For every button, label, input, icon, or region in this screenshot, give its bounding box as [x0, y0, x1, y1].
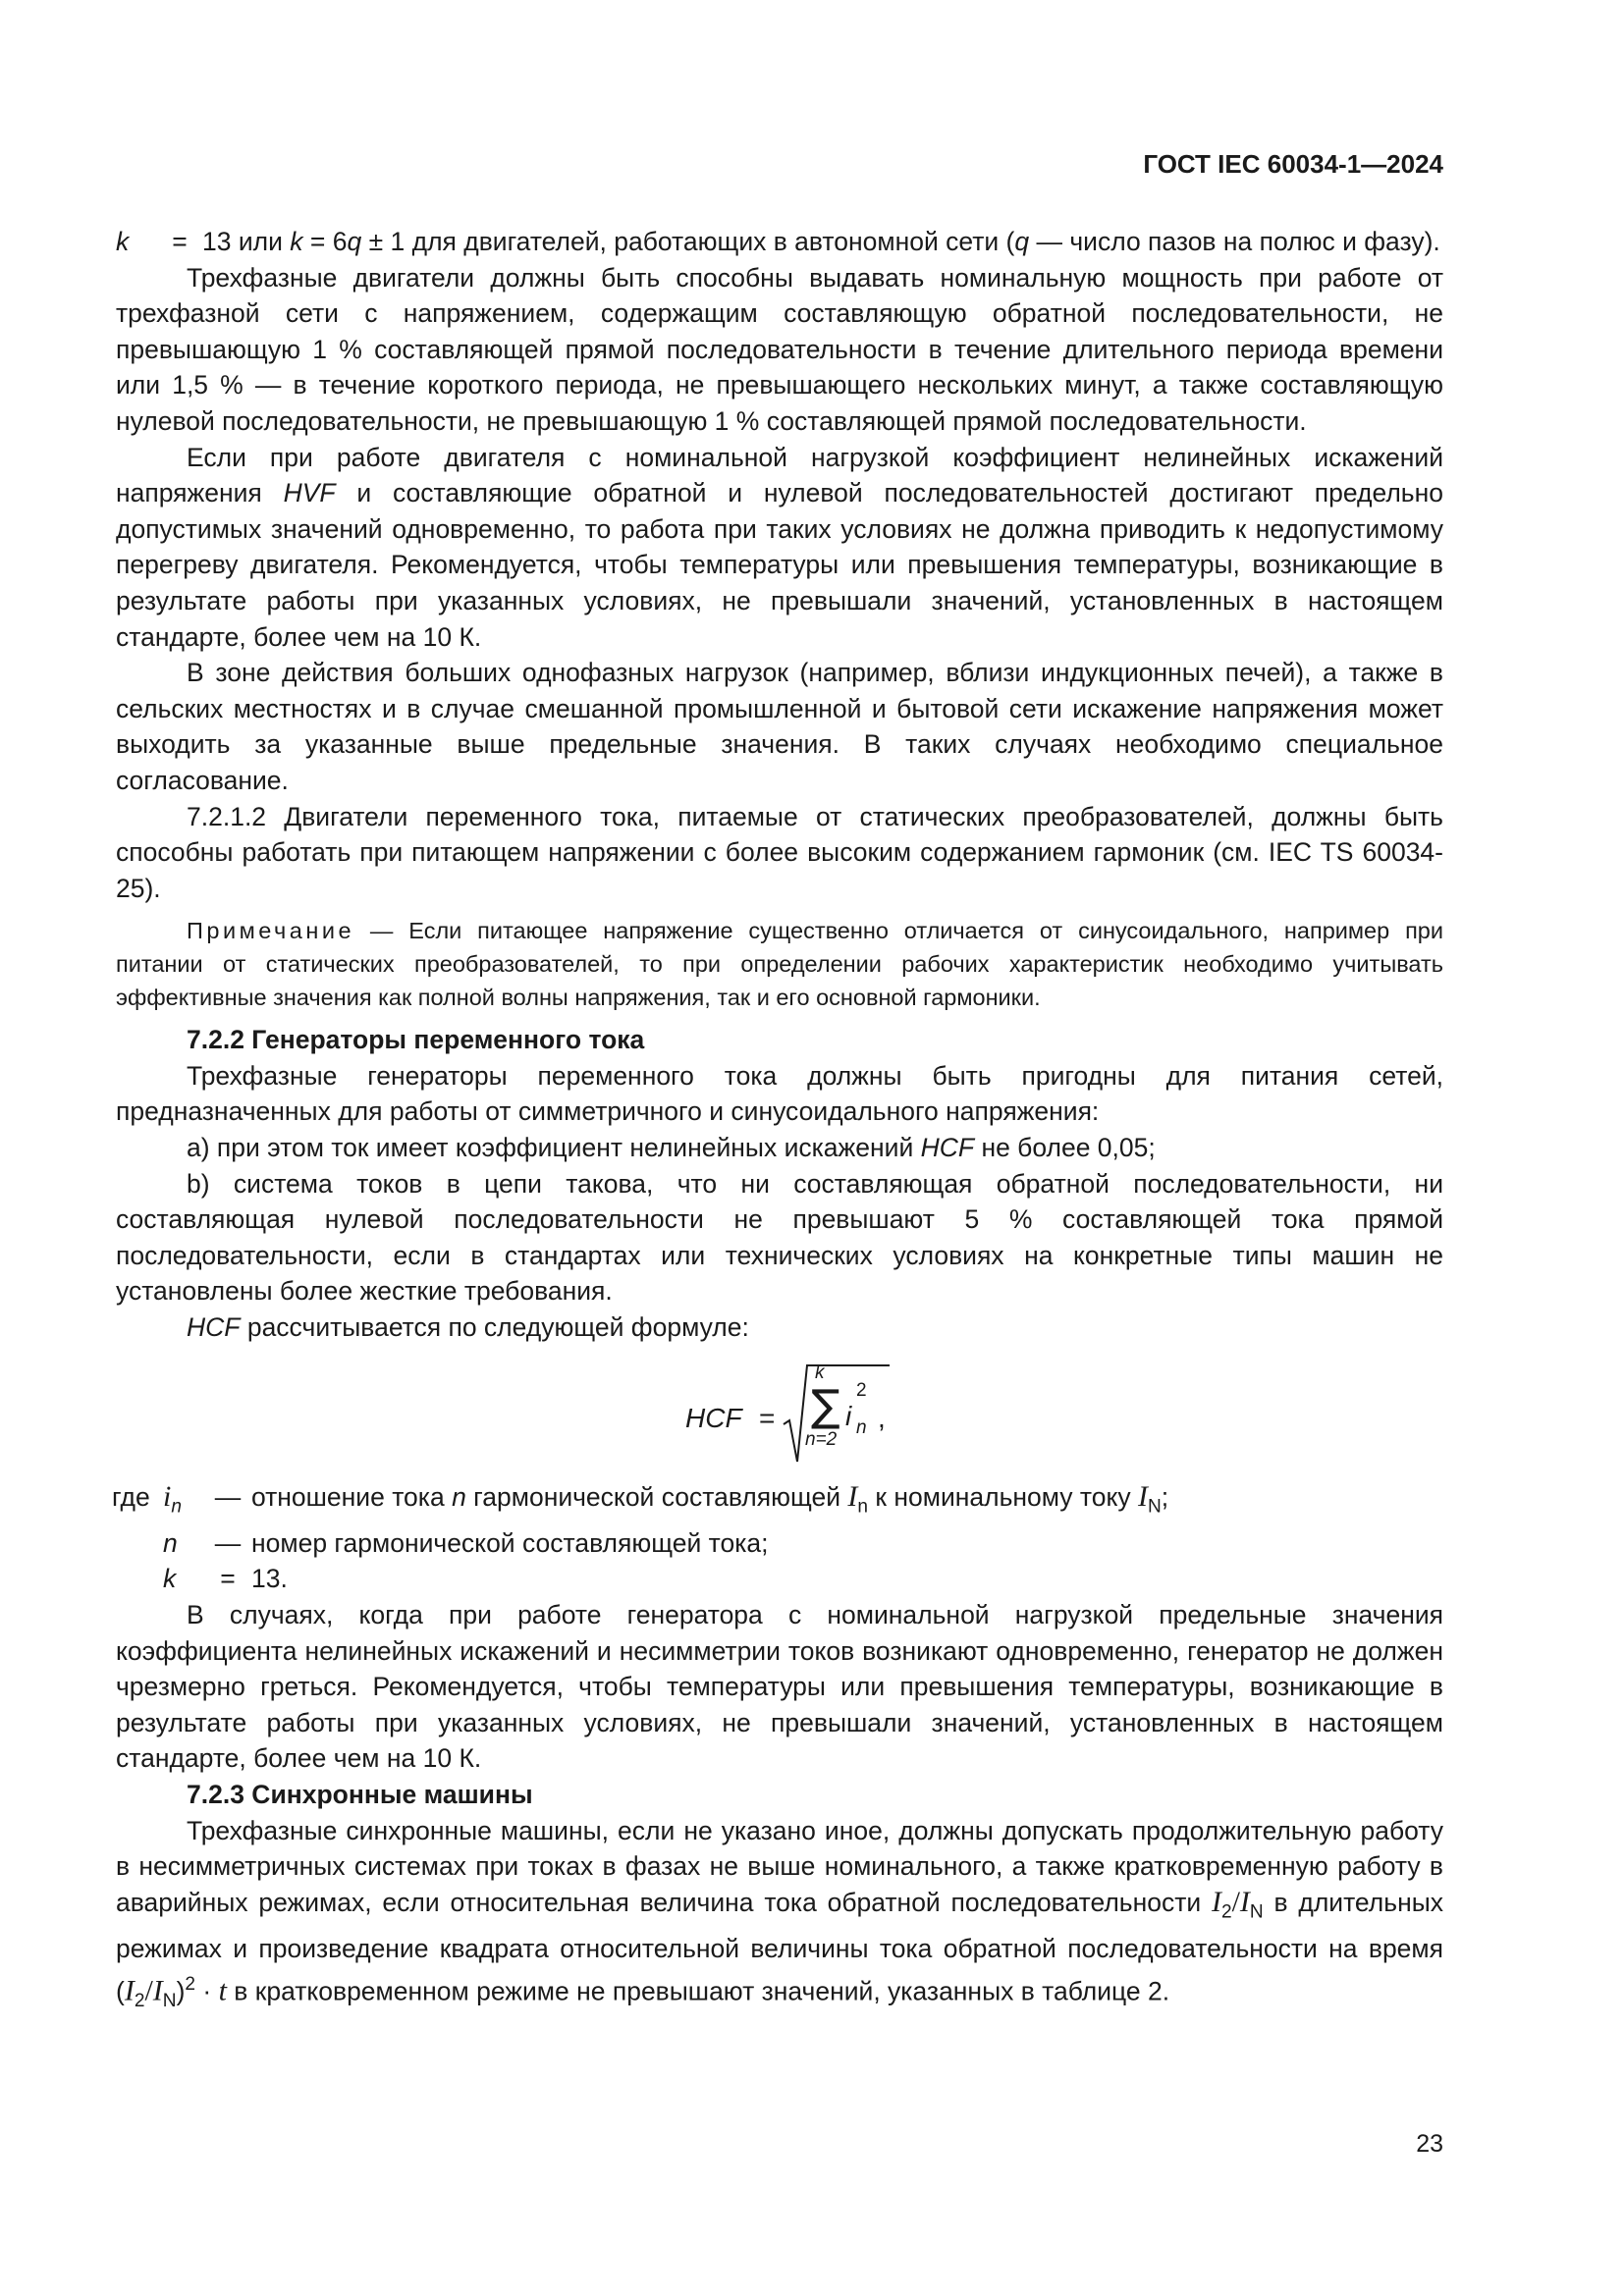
def-symbol: k — [116, 227, 130, 256]
def-eq: = — [172, 227, 188, 256]
note-label: Примечание — [187, 918, 355, 944]
hcf-formula — [116, 1356, 1443, 1473]
note: Примечание — Если питающее напряжение существенно отличается от синусоидального, например при питании от статических преобразователей, то при определении рабочих характеристик необходимо учитывать эффективные значения как полной волны напряжения, так и его основной гармоники. — [116, 918, 1443, 1011]
formula-exponent: 2 — [856, 1379, 867, 1401]
definition-k-top — [116, 224, 1443, 260]
list-item-a: a) при этом ток имеет коэффициент нелинейных искажений HCF не более 0,05; — [187, 1133, 1156, 1163]
formula-eq: = — [759, 1402, 776, 1433]
paragraph-generators-intro: Трехфазные генераторы переменного тока должны быть пригодны для питания сетей, предназначенных для работы от симметричного и синусоидального напряжения: — [116, 1060, 1443, 1127]
formula-lower-limit: n=2 — [805, 1428, 838, 1450]
formula-upper-limit: k — [815, 1362, 825, 1383]
paragraph-7-2-1-2: 7.2.1.2 Двигатели переменного тока, питаемые от статических преобразователей, должны быть способны работать при питающем напряжении с более высоким содержанием гармоник (см. IEC TS 60034-25). — [116, 801, 1443, 903]
page-number: 23 — [1416, 2130, 1443, 2158]
where-block — [112, 1479, 1443, 1597]
heading-7-2-3: 7.2.3 Синхронные машины — [187, 1780, 533, 1810]
formula-sum-symbol: ∑ — [811, 1380, 840, 1431]
paragraph-generator-heating: В случаях, когда при работе генератора с номинальной нагрузкой предельные значения коэффициента нелинейных искажений и несимметрии токов возникают одновременно, генератор не должен чрезмерно греться. Рекомендуется, чтобы температуры или превышения температуры, возникающие в результате работы при указанных условиях, не превышали значений, установленных в настоящем стандарте, более чем на 10 К. — [116, 1600, 1443, 1774]
sqrt-sign — [685, 1356, 901, 1473]
paragraph-three-phase-motors: Трехфазные двигатели должны быть способны выдавать номинальную мощность при работе от трехфазной сети с напряжением, содержащим составляющую обратной последовательности, не превышающую 1 % составляющей прямой последовательности в течение длительного периода времени или 1,5 % — в течение короткого периода, не превышающего нескольких минут, а также составляющую нулевой последовательности, не превышающую 1 % составляющей прямой последовательности. — [116, 262, 1443, 436]
formula-var: i — [845, 1400, 852, 1431]
document-header: ГОСТ IEC 60034-1—2024 — [1143, 149, 1443, 179]
paragraph-hvf: Если при работе двигателя с номинальной нагрузкой коэффициент нелинейных искажений напряжения HVF и составляющие обратной и нулевой последовательностей достигают предельно допустимых значений одновременно, то работа при таких условиях не должна приводить к недопустимому перегреву двигателя. Рекомендуется, чтобы температуры или превышения температуры, возникающие в результате работы при указанных условиях, не превышали значений, установленных в настоящем стандарте, более чем на 10 К. — [116, 442, 1443, 652]
page-body — [112, 0, 1443, 2019]
where-row-in: где $i_n$ — отношение тока n гармонической составляющей $I_n$ к номинальному току $I_N$; — [112, 1479, 1169, 1518]
heading-7-2-2: 7.2.2 Генераторы переменного тока — [187, 1025, 645, 1055]
formula-comma: , — [878, 1402, 886, 1433]
where-row-n: n — номер гармонической составляющей тока; — [163, 1527, 769, 1558]
paragraph-formula-intro: HCF рассчитывается по следующей формуле: — [187, 1312, 749, 1343]
paragraph-single-phase-loads: В зоне действия больших однофазных нагрузок (например, вблизи индукционных печей), а также в сельских местностях и в случае смешанной промышленной и бытовой сети искажение напряжения может выходить за указанные выше предельные значения. В таких случаях необходимо специальное согласование. — [116, 658, 1443, 795]
def-text: 13 или k = 6q ± 1 для двигателей, работающих в автономной сети (q — число пазов на полюс и фазу). — [202, 227, 1440, 256]
list-item-b: b) система токов в цепи такова, что ни составляющая обратной последовательности, ни составляющая нулевой последовательности не превышают 5 % составляющей тока прямой последовательности, если в стандартах или технических условиях на конкретные типы машин не установлены более жесткие требования. — [116, 1168, 1443, 1307]
paragraph-synchronous-machines: Трехфазные синхронные машины, если не указано иное, должны допускать продолжительную работу в несимметричных системах при токах в фазах не выше номинального, а также кратковременную работу в аварийных режимах, если относительная величина тока обратной последовательности $I_2/I_N$ в длительных режимах и произведение квадрата относительной величины тока обратной последовательности на время $(I_2/I_N)^2 \cdot t$ в кратковременном режиме не превышают значений, указанных в таблице 2. — [116, 1815, 1443, 2011]
where-row-k: k = 13. — [163, 1564, 288, 1594]
formula-subscript: n — [856, 1416, 867, 1438]
formula-lhs: HCF — [685, 1402, 742, 1433]
